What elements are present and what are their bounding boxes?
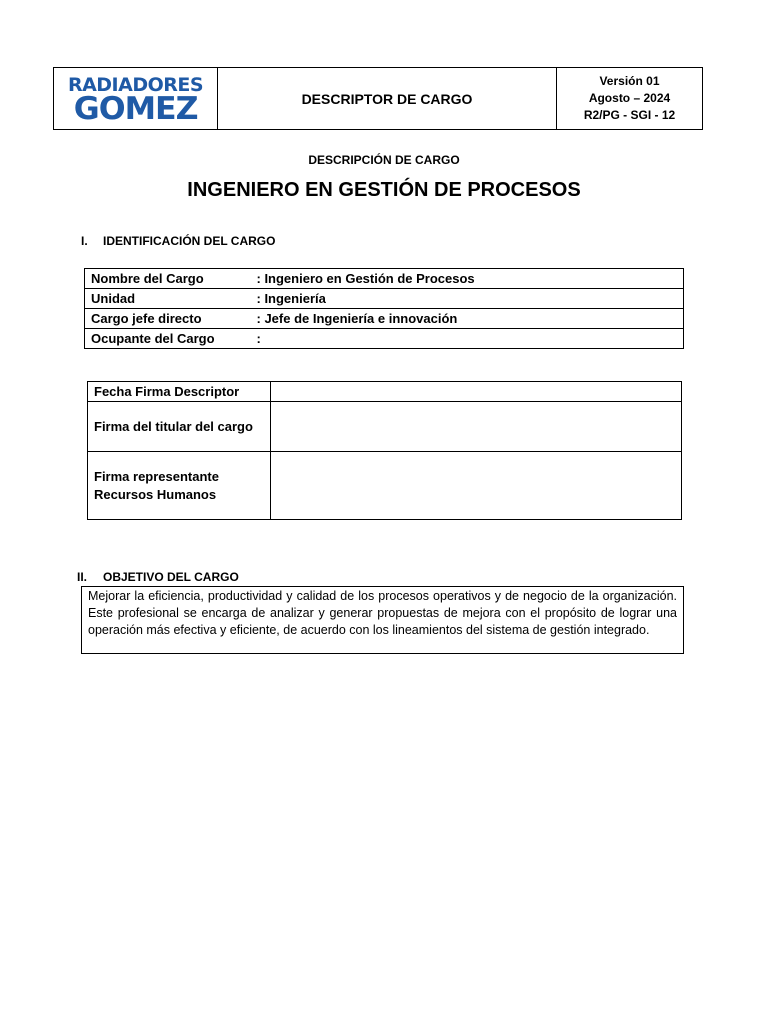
header-meta	[557, 68, 702, 129]
signature-label	[88, 452, 271, 520]
row-label: Ocupante del Cargo	[85, 329, 251, 349]
objective-text: Mejorar la eficiencia, productividad y calidad de los procesos operativos y de negocio de la organización. Este profesional se encarga de analizar y generar propuestas de mejora con el propósito de lograr una operación más efectiva y eficiente, de acuerdo con los lineamientos del sistema de gestión integrado.	[81, 586, 684, 654]
table-row	[85, 269, 684, 289]
section-1-number: I.	[81, 234, 88, 248]
row-value: :	[251, 329, 684, 349]
table-row	[88, 382, 682, 402]
document-subtitle: DESCRIPCIÓN DE CARGO	[308, 153, 460, 167]
section-1-title: IDENTIFICACIÓN DEL CARGO	[103, 234, 276, 248]
row-value: : Ingeniero en Gestión de Procesos	[251, 269, 684, 289]
table-row	[85, 289, 684, 309]
row-label: Nombre del Cargo	[85, 269, 251, 289]
page-title: INGENIERO EN GESTIÓN DE PROCESOS	[187, 179, 581, 201]
signature-table	[87, 381, 682, 520]
table-row	[85, 309, 684, 329]
identification-table	[84, 268, 684, 349]
document-header	[53, 67, 703, 130]
table-row	[85, 329, 684, 349]
signature-label-line2: Recursos Humanos	[94, 486, 217, 502]
header-title: DESCRIPTOR DE CARGO	[218, 68, 557, 129]
row-label: Unidad	[85, 289, 251, 309]
table-row	[88, 402, 682, 452]
signature-label-line1: Firma representante	[94, 468, 219, 484]
company-logo	[54, 68, 218, 129]
signature-field[interactable]	[271, 382, 682, 402]
section-2-number: II.	[77, 570, 88, 584]
document-code: R2/PG - SGI - 12	[583, 108, 676, 122]
version-label: Versión 01	[599, 74, 660, 88]
signature-field[interactable]	[271, 402, 682, 452]
section-1-heading	[81, 234, 275, 248]
signature-label: Fecha Firma Descriptor	[88, 382, 271, 402]
row-value: : Jefe de Ingeniería e innovación	[251, 309, 684, 329]
signature-field[interactable]	[271, 452, 682, 520]
row-label: Cargo jefe directo	[85, 309, 251, 329]
signature-label: Firma del titular del cargo	[88, 402, 271, 452]
logo-text-top: RADIADORES	[67, 73, 204, 96]
logo-text-bottom: GOMEZ	[73, 90, 198, 127]
table-row	[88, 452, 682, 520]
section-2-heading	[77, 570, 239, 584]
row-value: : Ingeniería	[251, 289, 684, 309]
section-2-title: OBJETIVO DEL CARGO	[103, 570, 239, 584]
date-label: Agosto – 2024	[588, 91, 671, 105]
